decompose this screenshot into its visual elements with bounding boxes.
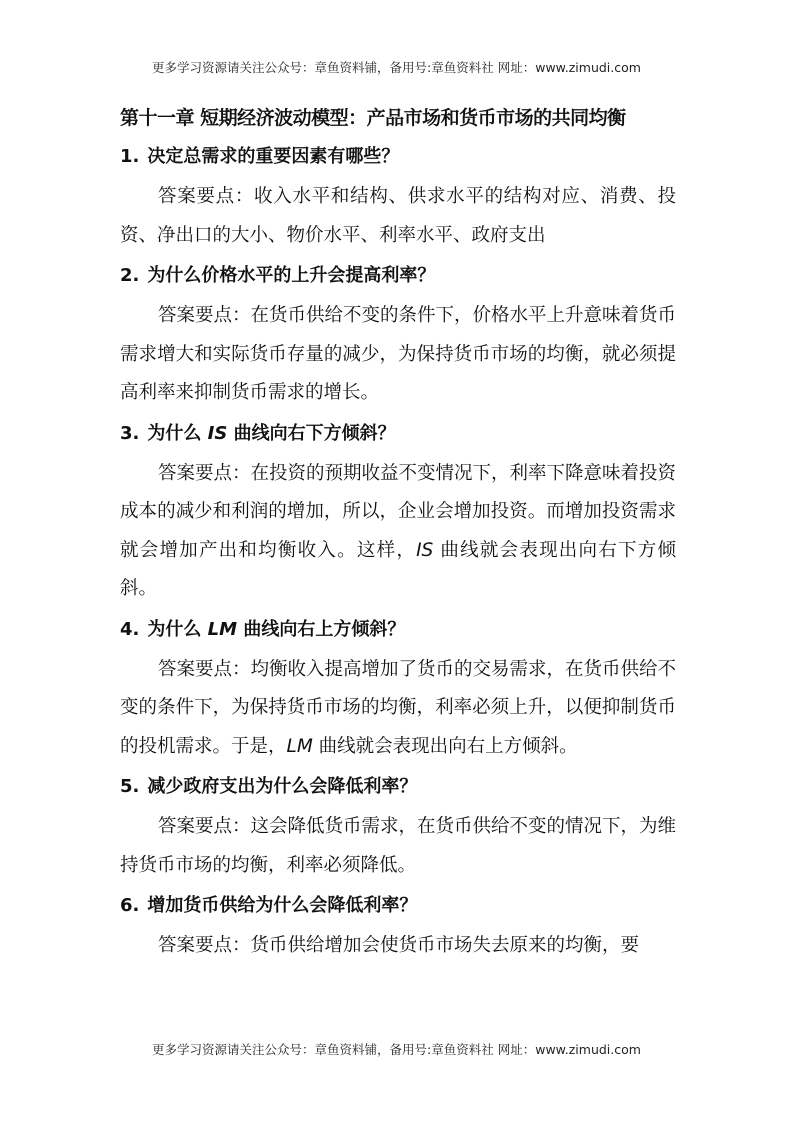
question-number: 5.: [120, 776, 140, 797]
page-header: 更多学习资源请关注公众号：章鱼资料铺，备用号:章鱼资料社 网址：www.zimudi.com: [152, 60, 641, 75]
question-number: 1.: [120, 146, 140, 167]
question-text: 为什么: [147, 422, 208, 444]
question-number: 6.: [120, 895, 140, 916]
answer-text: 答案要点：在投资的预期收益不变情况下，利率下降意味着投资成本的减少和利润的增加，所以，企业会增加投资。而增加投资需求就会增加产出和均衡收入。这样，: [120, 462, 677, 561]
question-term: IS: [207, 422, 228, 444]
question-5: [120, 766, 676, 808]
answer-term: LM: [286, 735, 313, 757]
answer-text: 答案要点：均衡收入提高增加了货币的交易需求，在货币供给不变的条件下，为保持货币市场的均衡，利率必须上升，以便抑制货币的投机需求。于是，: [120, 658, 677, 757]
question-1: [120, 136, 676, 178]
document-body: [120, 100, 676, 966]
question-number: 4.: [120, 618, 140, 640]
question-4: [120, 609, 676, 651]
answer-5: 答案要点：这会降低货币需求，在货币供给不变的情况下，为维持货币市场的均衡，利率必须降低。: [120, 816, 677, 876]
question-text: 为什么: [147, 618, 208, 640]
question-text: 决定总需求的重要因素有哪些？: [147, 146, 400, 167]
answer-4: [120, 651, 676, 767]
question-text: 增加货币供给为什么会降低利率？: [147, 895, 418, 916]
question-term: LM: [207, 618, 238, 640]
question-text: 曲线向右上方倾斜？: [237, 618, 406, 640]
page-footer: 更多学习资源请关注公众号：章鱼资料铺，备用号:章鱼资料社 网址：www.zimudi.com: [152, 1042, 641, 1057]
question-number: 2.: [120, 265, 140, 286]
answer-2: 答案要点：在货币供给不变的条件下，价格水平上升意味着货币需求增大和实际货币存量的减少，为保持货币市场的均衡，就必须提高利率来抑制货币需求的增长。: [120, 305, 677, 403]
answer-term: IS: [416, 539, 434, 561]
question-text: 减少政府支出为什么会降低利率？: [147, 776, 418, 797]
answer-text: 曲线就会表现出向右下方倾斜。: [120, 539, 676, 599]
question-6: [120, 885, 676, 927]
answer-text: 曲线就会表现出向右上方倾斜。: [312, 735, 578, 757]
chapter-title: 第十一章 短期经济波动模型：产品市场和货币市场的共同均衡: [120, 107, 626, 129]
question-number: 3.: [120, 422, 140, 444]
question-text: 为什么价格水平的上升会提高利率？: [147, 265, 436, 286]
answer-6: 答案要点：货币供给增加会使货币市场失去原来的均衡，要: [158, 935, 640, 956]
answer-1: 答案要点：收入水平和结构、供求水平的结构对应、消费、投资、净出口的大小、物价水平、利率水平、政府支出: [120, 186, 676, 246]
question-2: [120, 255, 676, 297]
question-3: [120, 413, 676, 455]
answer-3: [120, 455, 676, 609]
question-text: 曲线向右下方倾斜？: [227, 422, 396, 444]
